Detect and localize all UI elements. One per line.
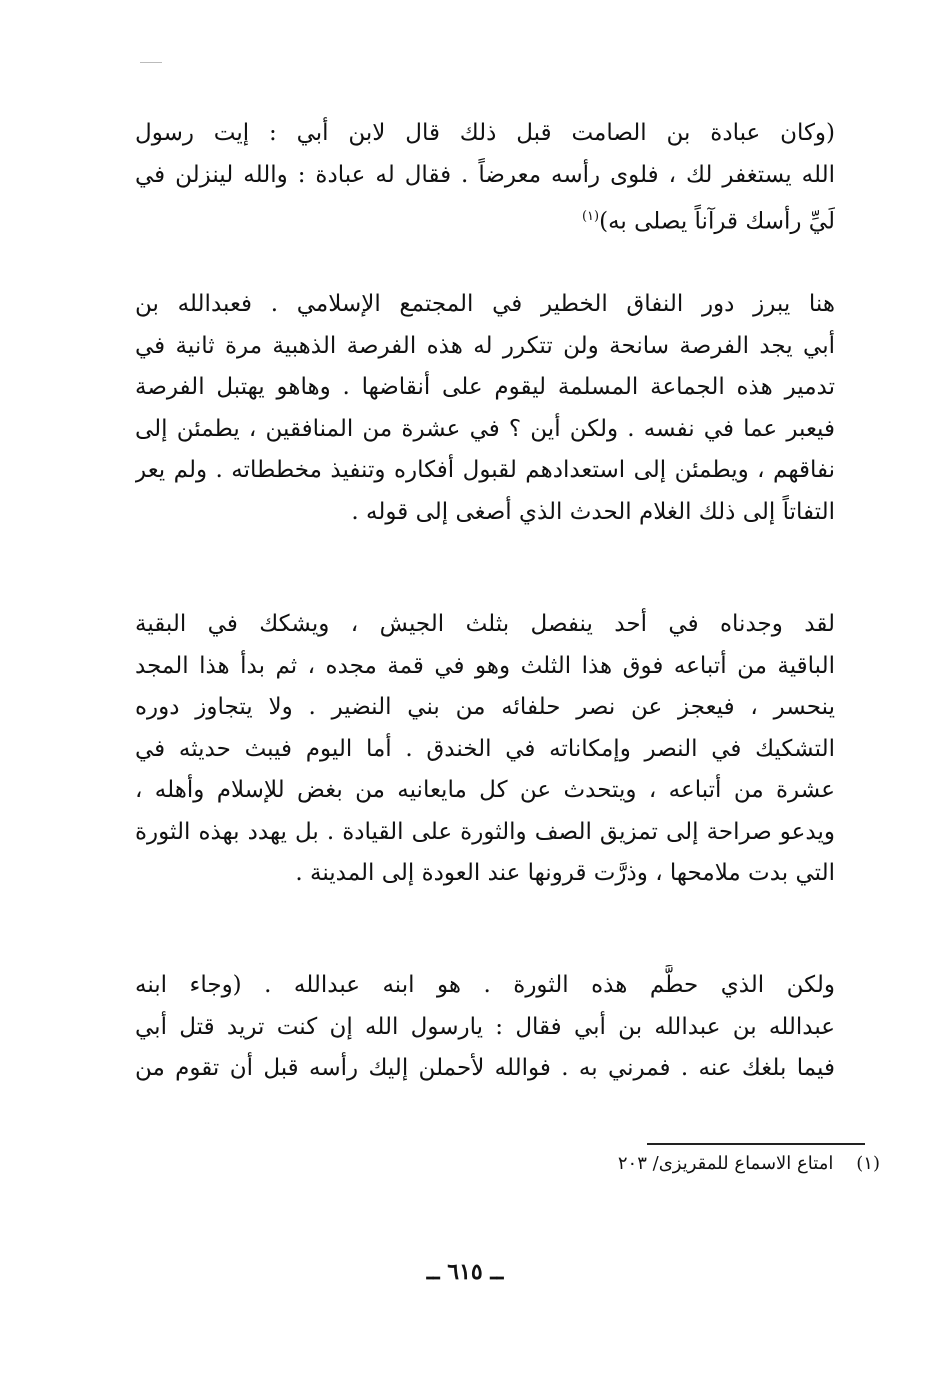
page-number: ــ ٦١٥ ــ — [426, 1259, 504, 1285]
scan-mark — [140, 62, 162, 63]
text-line: (وكان عبادة بن الصامت قبل ذلك قال لابن أبي : إيت رسول — [135, 120, 835, 146]
text-line: الله يستغفر لك ، فلوى رأسه معرضاً . فقال له عبادة : والله لينزلن في — [135, 161, 835, 188]
text-line: التي بدت ملامحها ، وذرَّت قرونها عند العودة إلى المدينة . — [295, 860, 835, 886]
text-line: ينحسر ، فيعجز عن نصر حلفائه من بني النضير . ولا يتجاوز دوره — [135, 694, 835, 720]
text-line: تدمير هذه الجماعة المسلمة ليقوم على أنقاضها . وهاهو يهتبل الفرصة — [135, 374, 835, 400]
text-line — [135, 196, 835, 243]
paragraph-1 — [135, 113, 835, 243]
text-line: أبي يجد الفرصة سانحة ولن تتكرر له هذه الفرصة الذهبية مرة ثانية في — [135, 332, 835, 359]
text-line-content: لَيِّ رأسك قرآناً يصلى به) — [599, 208, 835, 235]
text-line: لقد وجدناه في أحد ينفصل بثلث الجيش ، ويشكك في البقية — [135, 611, 835, 637]
text-line: الباقية من أتباعه فوق هذا الثلث وهو في قمة مجده ، ثم بدأ هذا المجد — [135, 652, 835, 679]
footnote-text: امتاع الاسماع للمقريزى/ ٢٠٣ — [617, 1153, 834, 1174]
paragraph-4 — [135, 965, 835, 1090]
text-line: ولكن الذي حطَّم هذه الثورة . هو ابنه عبدالله . (وجاء ابنه — [135, 972, 835, 998]
text-line: ويدعو صراحة إلى تمزيق الصف والثورة على القيادة . بل يهدد بهذه الثورة — [135, 818, 835, 845]
text-line: نفاقهم ، ويطمئن إلى استعدادهم لقبول أفكاره وتنفيذ مخططاته . ولم يعر — [135, 457, 835, 483]
text-line: هنا يبرز دور النفاق الخطير في المجتمع الإسلامي . فعبدالله بن — [135, 291, 835, 317]
text-line: التفاتاً إلى ذلك الغلام الحدث الذي أصغى إلى قوله . — [351, 498, 835, 525]
paragraph-3 — [135, 604, 835, 895]
paragraph-2 — [135, 284, 835, 533]
footnote — [618, 1152, 880, 1176]
text-line: التشكيك في النصر وإمكاناته في الخندق . أما اليوم فيبث حديثه في — [135, 735, 835, 762]
text-line: فيعبر عما في نفسه . ولكن أين ؟ في عشرة من المنافقين ، يطمئن إلى — [135, 415, 835, 442]
footnote-separator — [647, 1143, 865, 1145]
text-line: عشرة من أتباعه ، ويتحدث عن كل مايعانيه من بغض للإسلام وأهله ، — [135, 777, 835, 803]
text-line: عبدالله بن عبدالله بن أبي فقال : يارسول الله إن كنت تريد قتل أبي — [135, 1013, 835, 1040]
text-line: فيما بلغك عنه . فمرني به . فوالله لأحملن إليك رأسه قبل أن تقوم من — [135, 1055, 835, 1081]
footnote-reference: (١) — [581, 209, 600, 224]
footnote-marker: (١) — [856, 1153, 880, 1174]
